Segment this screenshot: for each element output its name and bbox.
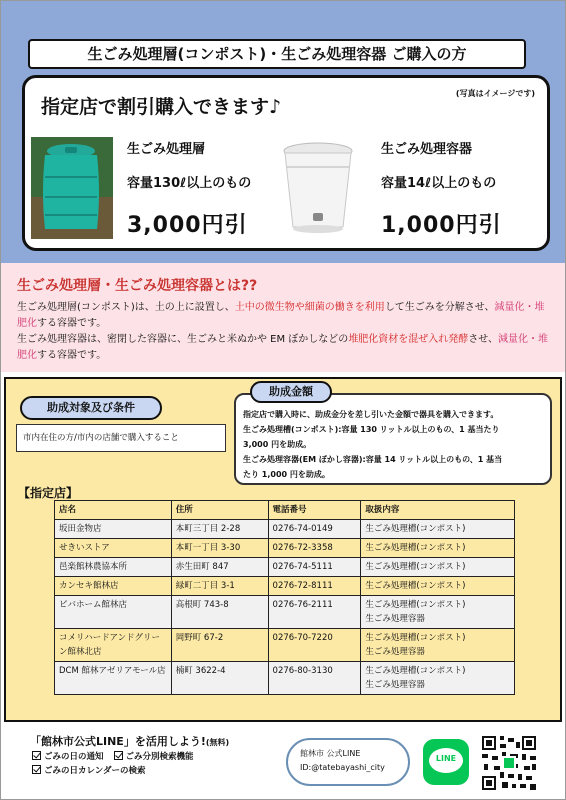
store-phone: 0276-74-0149 [268,520,361,539]
store-address: 赤生田町 847 [171,558,268,577]
item: 生ごみ処理槽(コンポスト) [365,581,466,591]
highlight-text: 堆肥化資材を混ぜ入れ発酵 [348,334,469,345]
highlight-text: 減量化・堆肥化 [17,334,549,361]
checkbox-icon [114,751,123,760]
highlight-text: 土中の微生物や細菌の働きを利用 [234,302,385,313]
store-address: 楠町 3622-4 [171,662,268,695]
product-name: 生ごみ処理層 [127,142,206,157]
headline: 指定店で割引購入できます♪ [41,96,282,118]
top-section [1,1,565,263]
store-phone: 0276-70-7220 [268,629,361,662]
feature-label: ごみの日カレンダーの検索 [44,766,146,776]
feature-item [32,764,194,778]
column-header: 店名 [55,501,172,520]
line-features [32,750,194,778]
conditions-text: 市内在住の方/市内の店舗で購入すること [16,424,226,452]
main-title: 生ごみ処理層(コンポスト)・生ごみ処理容器 ご購入の方 [28,39,526,69]
about-section [1,263,565,372]
text: する容器です。 [37,318,107,329]
store-address: 本町一丁目 3-30 [171,539,268,558]
line-account-box [286,738,410,786]
store-name: 坂田金物店 [55,520,172,539]
feature-item [114,750,194,764]
line-account-id[interactable]: ID:@tatebayashi_city [300,763,385,772]
store-address: 高根町 743-8 [171,596,268,629]
store-phone: 0276-74-5111 [268,558,361,577]
item: 生ごみ処理槽(コンポスト) [365,666,466,676]
store-items [361,577,515,596]
about-paragraph-1 [17,300,553,332]
item: 生ごみ処理容器 [365,647,425,657]
product-compost [127,138,251,239]
product-capacity: 容量130ℓ以上のもの [127,176,252,191]
store-items [361,558,515,577]
line-heading-text: 「館林市公式LINE」を活用しよう! [30,735,206,748]
store-items [361,520,515,539]
product-discount: 1,000円引 [381,213,502,238]
feature-item [32,750,104,764]
feature-label: ごみ分別検索機能 [125,752,194,762]
line-heading [30,733,229,749]
about-heading: 生ごみ処理層・生ごみ処理容器とは?? [17,278,258,294]
photo-note: (写真はイメージです) [455,89,535,98]
stores-table [54,500,515,695]
feature-label: ごみの日の通知 [44,752,104,762]
text: して生ごみを分解させ、 [384,302,495,313]
table-row [55,629,515,662]
store-address: 緑町二丁目 3-1 [171,577,268,596]
store-phone: 0276-80-3130 [268,662,361,695]
store-address: 岡野町 67-2 [171,629,268,662]
subsidy-line: 3,000 円を助成。 [243,440,312,449]
text: 生ごみ処理層(コンポスト)は、土の上に設置し、 [17,302,235,313]
store-name: コメリハードアンドグリーン館林北店 [55,629,172,662]
bucket-container-image [277,137,359,239]
store-phone: 0276-72-3358 [268,539,361,558]
about-paragraph-2 [17,332,553,364]
store-name: ビバホーム館林店 [55,596,172,629]
table-row [55,558,515,577]
conditions-badge: 助成対象及び条件 [20,396,162,420]
store-phone: 0276-72-8111 [268,577,361,596]
item: 生ごみ処理槽(コンポスト) [365,524,466,534]
store-name: せきいストア [55,539,172,558]
subsidy-line: 指定店で購入時に、助成金分を差し引いた金額で器具を購入できます。 [243,410,499,419]
store-items [361,662,515,695]
text: する容器です。 [37,350,107,361]
store-phone: 0276-76-2111 [268,596,361,629]
text: させ、 [468,334,499,345]
product-discount: 3,000円引 [127,213,248,238]
subsidy-box [234,393,552,485]
line-heading-small: (無料) [205,738,230,747]
stores-label: 【指定店】 [18,486,79,500]
column-header: 住所 [171,501,268,520]
text: 生ごみ処理容器は、密閉した容器に、生ごみと米ぬかや EM ぼかしなどの [17,334,349,345]
subsidy-line: 生ごみ処理容器(EM ぼかし容器):容量 14 リットル以上のもの、1 基当 [243,455,503,464]
item: 生ごみ処理槽(コンポスト) [365,633,466,643]
highlight-text: 減量化・堆肥化 [17,302,545,329]
table-row [55,596,515,629]
column-header: 電話番号 [268,501,361,520]
line-logo-icon[interactable] [423,739,469,785]
compost-bin-image [31,137,113,239]
item: 生ごみ処理槽(コンポスト) [365,562,466,572]
store-items [361,539,515,558]
feature-row [32,750,194,764]
table-header-row [55,501,515,520]
checkbox-icon [32,765,41,774]
discount-card [22,75,550,251]
store-name: 邑楽館林農協本所 [55,558,172,577]
store-items [361,629,515,662]
checkbox-icon [32,751,41,760]
table-row [55,520,515,539]
store-name: DCM 館林アゼリアモール店 [55,662,172,695]
line-account-name: 館林市 公式LINE [300,749,361,758]
product-container [381,138,502,239]
table-row [55,539,515,558]
item: 生ごみ処理槽(コンポスト) [365,543,466,553]
store-name: カンセキ館林店 [55,577,172,596]
qr-code-icon[interactable] [480,734,538,792]
product-capacity: 容量14ℓ以上のもの [381,176,497,191]
line-logo-text: LINE [435,754,457,763]
store-address: 本町三丁目 2-28 [171,520,268,539]
table-row [55,662,515,695]
subsidy-section [4,377,562,722]
subsidy-badge: 助成金額 [250,381,332,403]
table-row [55,577,515,596]
store-items [361,596,515,629]
subsidy-line: 生ごみ処理槽(コンポスト):容量 130 リットル以上のもの、1 基当たり [243,425,500,434]
product-name: 生ごみ処理容器 [381,142,473,157]
item: 生ごみ処理容器 [365,680,425,690]
subsidy-line: たり 1,000 円を助成。 [243,470,330,479]
item: 生ごみ処理容器 [365,614,425,624]
item: 生ごみ処理槽(コンポスト) [365,600,466,610]
about-body [17,300,553,364]
column-header: 取扱内容 [361,501,515,520]
